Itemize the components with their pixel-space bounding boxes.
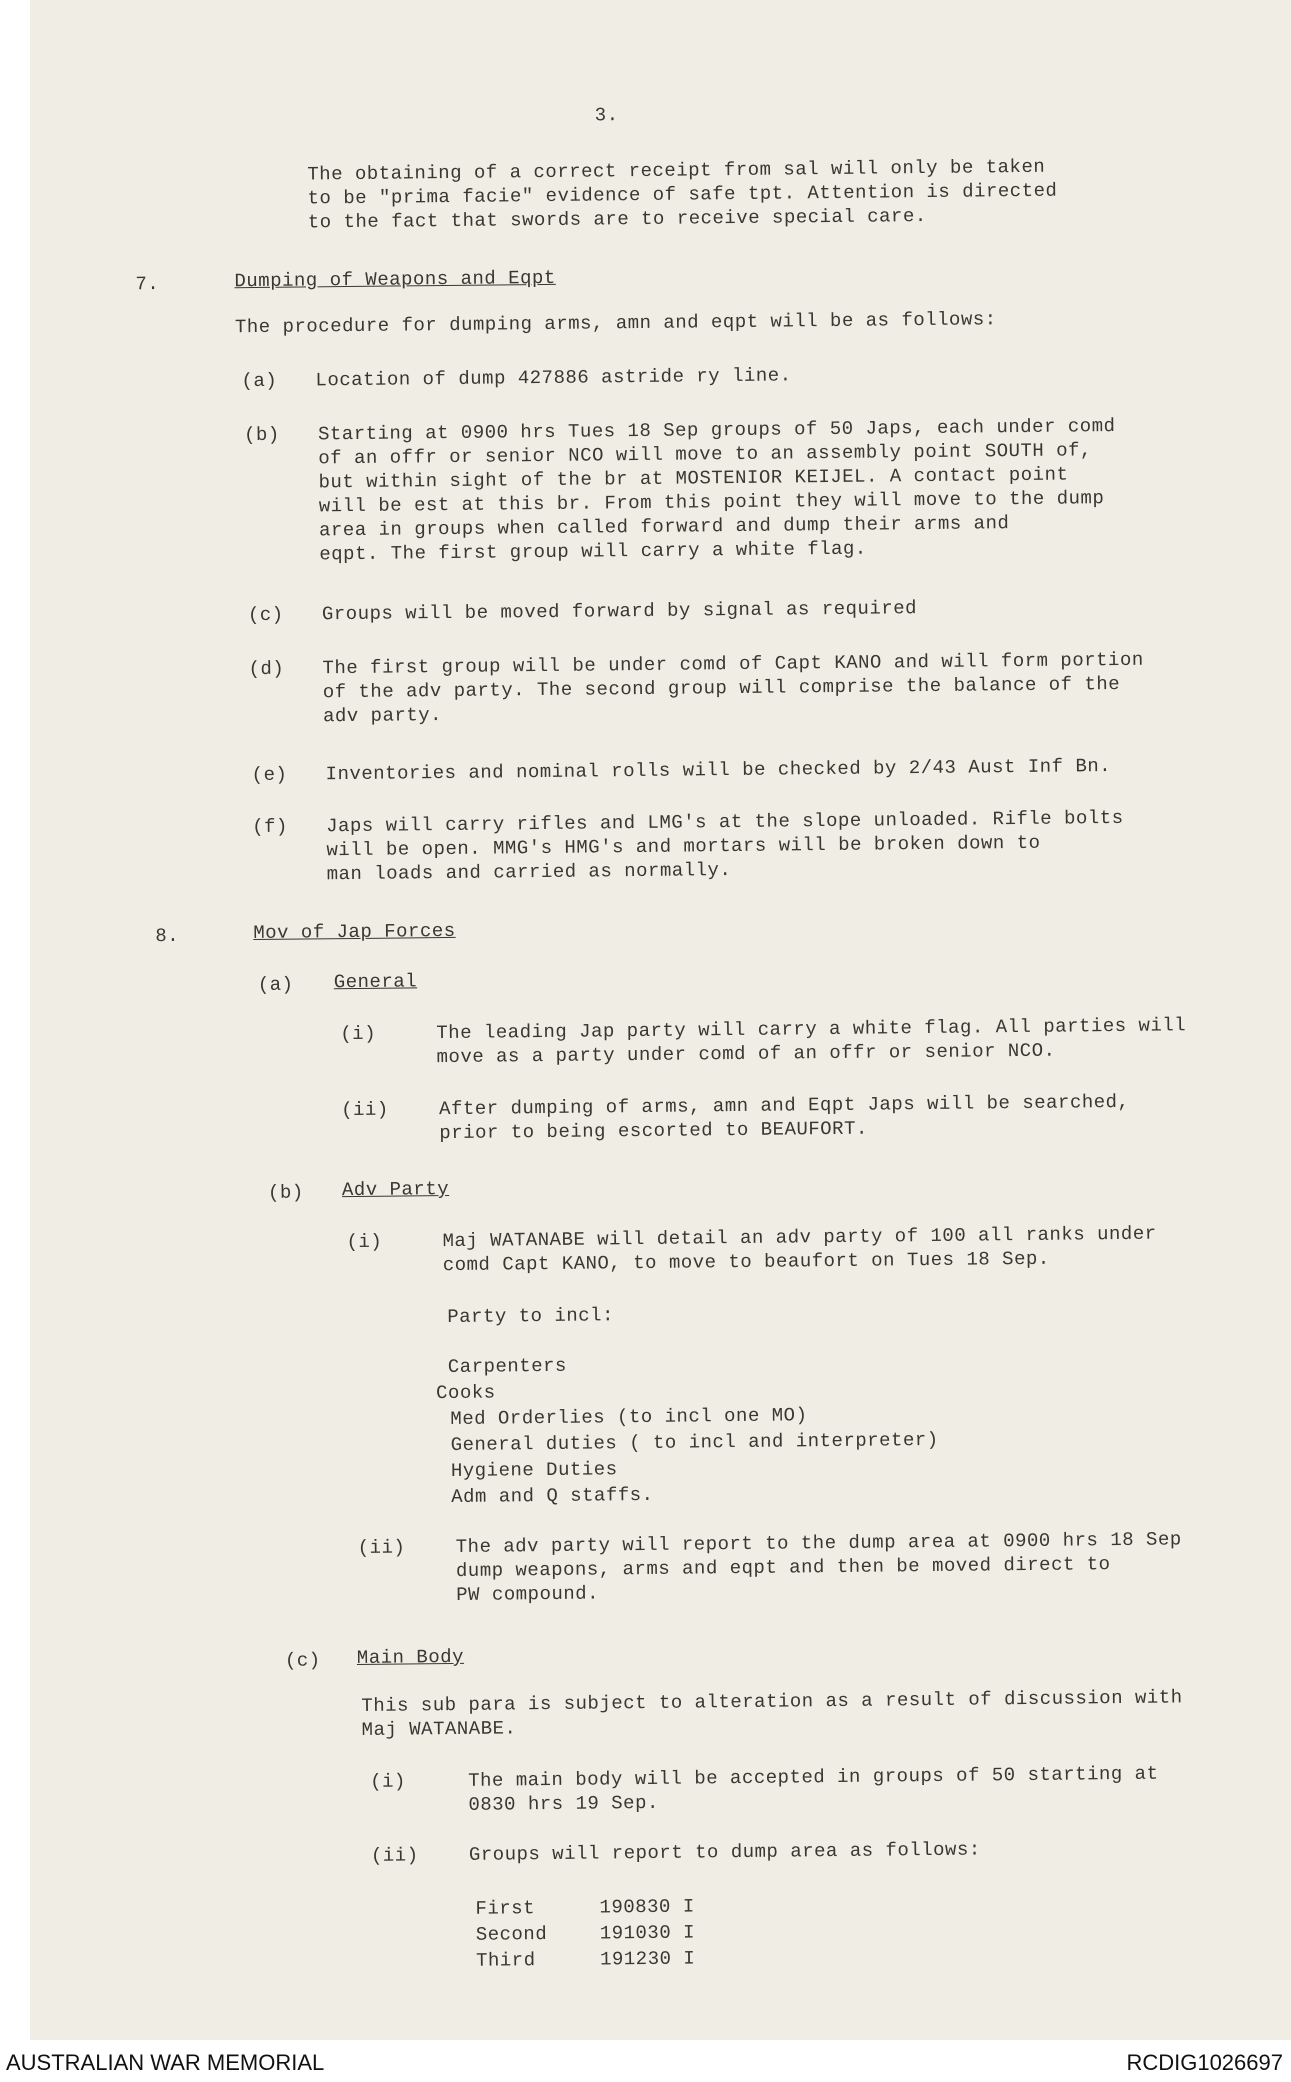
para7-d-label: (d) [248, 657, 285, 681]
page-number: 3. [594, 104, 619, 127]
footer-source: AUSTRALIAN WAR MEMORIAL [6, 2050, 325, 2075]
archive-footer [0, 2048, 1291, 2078]
party-item-3: Med Orderlies (to incl one MO) [450, 1404, 808, 1431]
para8-b-label: (b) [267, 1181, 304, 1204]
para8-b-i-line-1: Maj WATANABE will detail an adv party of 100 all ranks under [442, 1222, 1157, 1253]
para8-c-ii-label: (ii) [370, 1844, 419, 1867]
para8-b-ii-line-2: dump weapons, arms and eqpt and then be moved direct to [455, 1553, 1111, 1582]
schedule-group-3: Third [475, 1949, 536, 1972]
para7-e-line-1: Inventories and nominal rolls will be checked by 2/43 Aust Inf Bn. [325, 755, 1112, 786]
para7-b-label: (b) [243, 423, 280, 447]
para7-number: 7. [135, 272, 160, 296]
para8-c-intro-1: This sub para is subject to alteration as a result of discussion with [361, 1686, 1183, 1717]
party-item-6: Adm and Q staffs. [451, 1483, 654, 1509]
para8-b-ii-line-1: The adv party will report to the dump area at 0900 hrs 18 Sep [455, 1528, 1182, 1558]
para8-c-intro-2: Maj WATANABE. [361, 1717, 517, 1741]
para8-b-i-line-2: comd Capt KANO, to move to beaufort on Tues 18 Sep. [442, 1247, 1050, 1277]
para7-c-line-1: Groups will be moved forward by signal as required [321, 597, 918, 626]
para7-f-line-3: man loads and carried as normally. [326, 859, 732, 886]
para8-c-ii-line-1: Groups will report to dump area as follows: [468, 1838, 981, 1866]
para8-c-label: (c) [284, 1649, 321, 1672]
para7-b-line-5: area in groups when called forward and dump their arms and [318, 512, 1010, 542]
para8-a-label: (a) [257, 973, 294, 997]
para8-b-ii-line-3: PW compound. [456, 1582, 600, 1606]
para7-b-line-2: of an offr or senior NCO will move to an assembly point SOUTH of, [318, 439, 1093, 470]
para8-c-i-label: (i) [370, 1770, 407, 1793]
para7-b-line-1: Starting at 0900 hrs Tues 18 Sep groups of 50 Japs, each under comd [317, 414, 1116, 446]
footer-record-id: RCDIG1026697 [1126, 2050, 1283, 2075]
para8-a-i-line-1: The leading Jap party will carry a white flag. All parties will [436, 1014, 1187, 1045]
para7-f-label: (f) [252, 815, 288, 839]
intro-line-3: to the fact that swords are to receive special care. [307, 204, 927, 234]
para7-a-label: (a) [241, 369, 278, 393]
para8-a-ii-label: (ii) [341, 1098, 389, 1122]
para8-number: 8. [155, 924, 180, 948]
schedule-group-2: Second [475, 1923, 548, 1946]
para7-heading: Dumping of Weapons and Eqpt [234, 266, 556, 293]
party-item-5: Hygiene Duties [450, 1458, 618, 1483]
para8-b-i-label: (i) [346, 1230, 383, 1254]
para8-b-heading: Adv Party [341, 1178, 450, 1202]
para8-a-i-line-2: move as a party under comd of an offr or senior NCO. [436, 1039, 1056, 1069]
para7-c-label: (c) [247, 603, 284, 627]
party-intro: Party to incl: [447, 1304, 615, 1329]
para8-a-i-label: (i) [340, 1022, 377, 1046]
para7-d-line-1: The first group will be under comd of Capt KANO and will form portion [322, 648, 1144, 680]
schedule-time-3: 191230 I [599, 1947, 696, 1971]
para7-b-line-3: but within sight of the br at MOSTENIOR KEIJEL. A contact point [318, 463, 1069, 494]
para7-e-label: (e) [251, 763, 288, 787]
para8-c-heading: Main Body [356, 1645, 465, 1670]
para7-b-line-6: eqpt. The first group will carry a white flag. [319, 537, 867, 566]
para7-intro: The procedure for dumping arms, amn and eqpt will be as follows: [234, 308, 997, 339]
para7-b-line-4: will be est at this br. From this point they will move to the dump [318, 487, 1105, 518]
party-item-1: Carpenters [447, 1354, 567, 1379]
para8-b-ii-label: (ii) [357, 1536, 406, 1559]
para8-a-heading: General [333, 970, 418, 994]
para7-f-line-2: will be open. MMG's HMG's and mortars will be broken down to [326, 831, 1041, 862]
para7-d-line-2: of the adv party. The second group will comprise the balance of the [322, 672, 1121, 704]
para8-a-ii-line-2: prior to being escorted to BEAUFORT. [439, 1117, 868, 1145]
intro-line-1: The obtaining of a correct receipt from sal will only be taken [307, 155, 1046, 186]
para8-heading: Mov of Jap Forces [253, 919, 456, 945]
intro-line-2: to be "prima facie" evidence of safe tpt. Attention is directed [307, 179, 1058, 210]
para7-f-line-1: Japs will carry rifles and LMG's at the slope unloaded. Rifle bolts [326, 806, 1124, 838]
para7-a-line-1: Location of dump 427886 astride ry line. [315, 364, 792, 392]
para8-a-ii-line-1: After dumping of arms, amn and Eqpt Japs will be searched, [439, 1090, 1130, 1121]
party-item-2: Cooks [435, 1381, 496, 1405]
schedule-time-2: 191030 I [599, 1921, 696, 1945]
para8-c-i-line-2: 0830 hrs 19 Sep. [468, 1791, 659, 1816]
schedule-group-1: First [475, 1897, 536, 1920]
para8-c-i-line-1: The main body will be accepted in groups of 50 starting at [468, 1762, 1159, 1792]
para7-d-line-3: adv party. [322, 704, 443, 728]
party-item-4: General duties ( to incl and interpreter) [450, 1428, 939, 1457]
schedule-time-1: 190830 I [599, 1895, 695, 1919]
